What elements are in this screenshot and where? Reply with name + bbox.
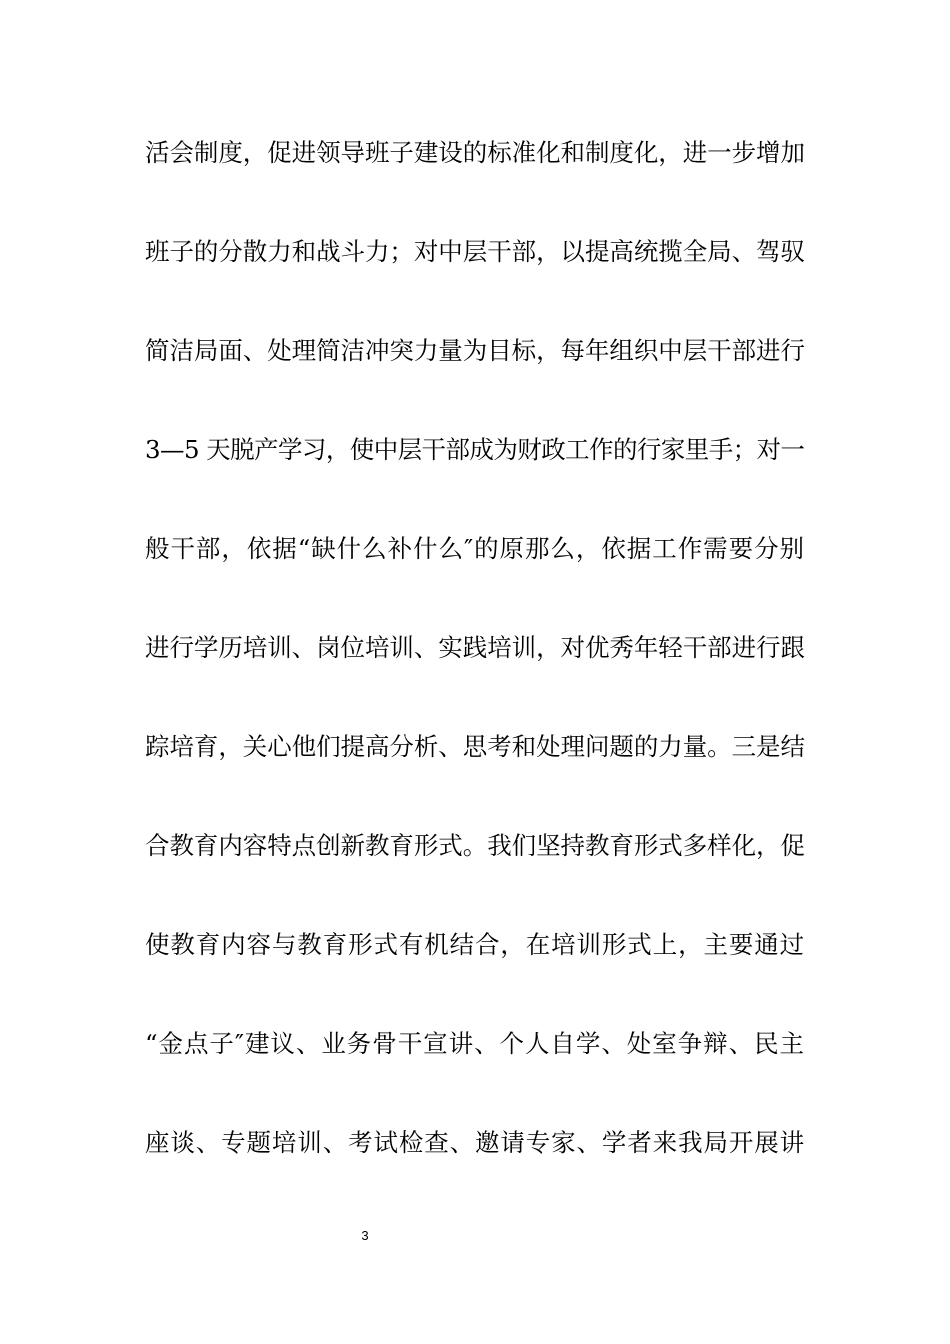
page-number: 3 [361, 1228, 369, 1243]
text-line-7 [145, 719, 805, 818]
text-line-6 [145, 620, 805, 719]
text-line-4-content: 3—5 天脱产学习，使中层干部成为财政工作的行家里手；对一 [145, 435, 805, 464]
text-line-8-content: 合教育内容特点创新教育形式。我们坚持教育形式多样化，促 [145, 831, 805, 860]
text-line-3-content: 简洁局面、处理简洁冲突力量为目标，每年组织中层干部进行 [145, 336, 805, 365]
text-line-10 [145, 1016, 805, 1115]
text-line-11-content: 座谈、专题培训、考试检查、邀请专家、学者来我局开展讲 [145, 1128, 805, 1157]
text-line-2-content: 班子的分散力和战斗力；对中层干部，以提高统揽全局、驾驭 [145, 237, 805, 266]
text-line-10-content: “金点子″建议、业务骨干宣讲、个人自学、处室争辩、民主 [145, 1029, 805, 1058]
text-line-3 [145, 323, 805, 422]
body-text [145, 125, 805, 1214]
text-line-7-content: 踪培育，关心他们提高分析、思考和处理问题的力量。三是结 [145, 732, 805, 761]
text-line-9 [145, 917, 805, 1016]
text-line-8 [145, 818, 805, 917]
text-line-1 [145, 125, 805, 224]
text-line-5-content: 般干部，依据“缺什么补什么″的原那么，依据工作需要分别 [145, 534, 805, 563]
text-line-4 [145, 422, 805, 521]
text-line-11 [145, 1115, 805, 1214]
text-line-6-content: 进行学历培训、岗位培训、实践培训，对优秀年轻干部进行跟 [145, 633, 805, 662]
text-line-5 [145, 521, 805, 620]
text-line-1-content: 活会制度，促进领导班子建设的标准化和制度化，进一步增加 [145, 138, 805, 167]
text-line-9-content: 使教育内容与教育形式有机结合，在培训形式上，主要通过 [145, 930, 805, 959]
text-line-2 [145, 224, 805, 323]
